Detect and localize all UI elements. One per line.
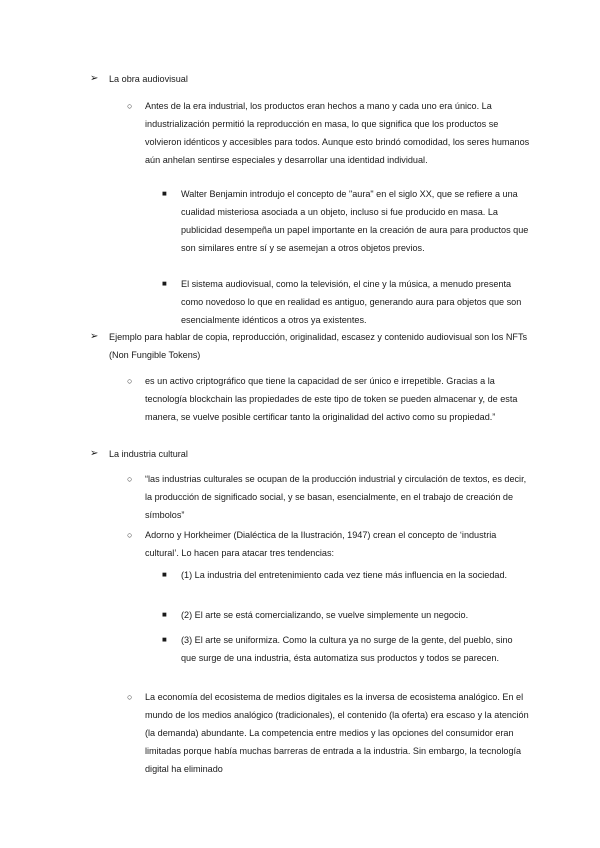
section-heading-text: La obra audiovisual bbox=[109, 74, 188, 84]
paragraph: (1) La industria del entretenimiento cada vez tiene más influencia en la sociedad. bbox=[181, 570, 508, 580]
paragraph: El sistema audiovisual, como la televisión, el cine y la música, a menudo presenta como novedoso lo que en realidad es antiguo, generando aura para objetos que son esencialmente idénticos a otros ya existentes. bbox=[181, 279, 522, 325]
list-item bbox=[181, 631, 529, 667]
paragraph: Antes de la era industrial, los productos eran hechos a mano y cada uno era único. La industrialización permitió la reproducción en masa, lo que significa que los productos se volvieron idénticos y accesibles para todos. Aunque esto brindó comodidad, los seres humanos aún anhelan sentirse especiales y desarrollar una identidad individual. bbox=[145, 101, 530, 165]
list-item bbox=[181, 275, 529, 329]
list-item bbox=[181, 185, 529, 257]
list-item bbox=[145, 688, 530, 778]
section-heading-text: La industria cultural bbox=[109, 449, 188, 459]
square-bullet-icon: ■ bbox=[162, 635, 167, 644]
section-heading bbox=[109, 328, 529, 364]
circle-bullet-icon: ○ bbox=[127, 530, 133, 540]
paragraph: es un activo criptográfico que tiene la capacidad de ser único e irrepetible. Gracias a la tecnología blockchain las propiedades de este tipo de token se pueden almacenar y, de esta manera, se vuelve posible certificar tanto la originalidad del activo como su propiedad.” bbox=[145, 376, 518, 422]
section-heading-text: Ejemplo para hablar de copia, reproducción, originalidad, escasez y contenido audiovisual son los NFTs (Non Fungible Tokens) bbox=[109, 332, 528, 360]
square-bullet-icon: ■ bbox=[162, 570, 167, 579]
paragraph: (3) El arte se uniformiza. Como la cultura ya no surge de la gente, del pueblo, sino que surge de una industria, ésta automatiza sus productos y todos se parecen. bbox=[181, 635, 513, 663]
arrow-bullet-icon: ➢ bbox=[90, 448, 99, 459]
list-item bbox=[145, 372, 530, 426]
arrow-bullet-icon: ➢ bbox=[90, 73, 99, 84]
paragraph: (2) El arte se está comercializando, se vuelve simplemente un negocio. bbox=[181, 610, 469, 620]
list-item bbox=[181, 566, 529, 584]
square-bullet-icon: ■ bbox=[162, 279, 167, 288]
list-item bbox=[181, 606, 529, 624]
section-heading bbox=[109, 445, 529, 463]
list-item bbox=[145, 526, 530, 562]
circle-bullet-icon: ○ bbox=[127, 101, 133, 111]
paragraph: Adorno y Horkheimer (Dialéctica de la Ilustración, 1947) crean el concepto de ‘industria cultural’. Lo hacen para atacar tres tendencias: bbox=[145, 530, 497, 558]
paragraph: Walter Benjamin introdujo el concepto de "aura" en el siglo XX, que se refiere a una cualidad misteriosa asociada a un objeto, incluso si fue producido en masa. La publicidad desempeña un papel importante en la creación de aura para productos que son similares entre sí y se asemejan a otros objetos previos. bbox=[181, 189, 529, 253]
arrow-bullet-icon: ➢ bbox=[90, 331, 99, 342]
paragraph: La economía del ecosistema de medios digitales es la inversa de ecosistema analógico. En el mundo de los medios analógico (tradicionales), el contenido (la oferta) era escaso y la atención (la demanda) abundante. La competencia entre medios y las opciones del consumidor eran limitadas porque había muchas barreras de entrada a la industria. Sin embargo, la tecnología digital ha eliminado bbox=[145, 692, 529, 774]
list-item bbox=[145, 97, 530, 169]
circle-bullet-icon: ○ bbox=[127, 692, 133, 702]
circle-bullet-icon: ○ bbox=[127, 376, 133, 386]
square-bullet-icon: ■ bbox=[162, 189, 167, 198]
square-bullet-icon: ■ bbox=[162, 610, 167, 619]
list-item bbox=[145, 470, 530, 524]
circle-bullet-icon: ○ bbox=[127, 474, 133, 484]
paragraph: “las industrias culturales se ocupan de la producción industrial y circulación de textos, es decir, la producción de significado social, y se basan, esencialmente, en el trabajo de creación de símbolos” bbox=[145, 474, 527, 520]
section-heading bbox=[109, 70, 529, 88]
